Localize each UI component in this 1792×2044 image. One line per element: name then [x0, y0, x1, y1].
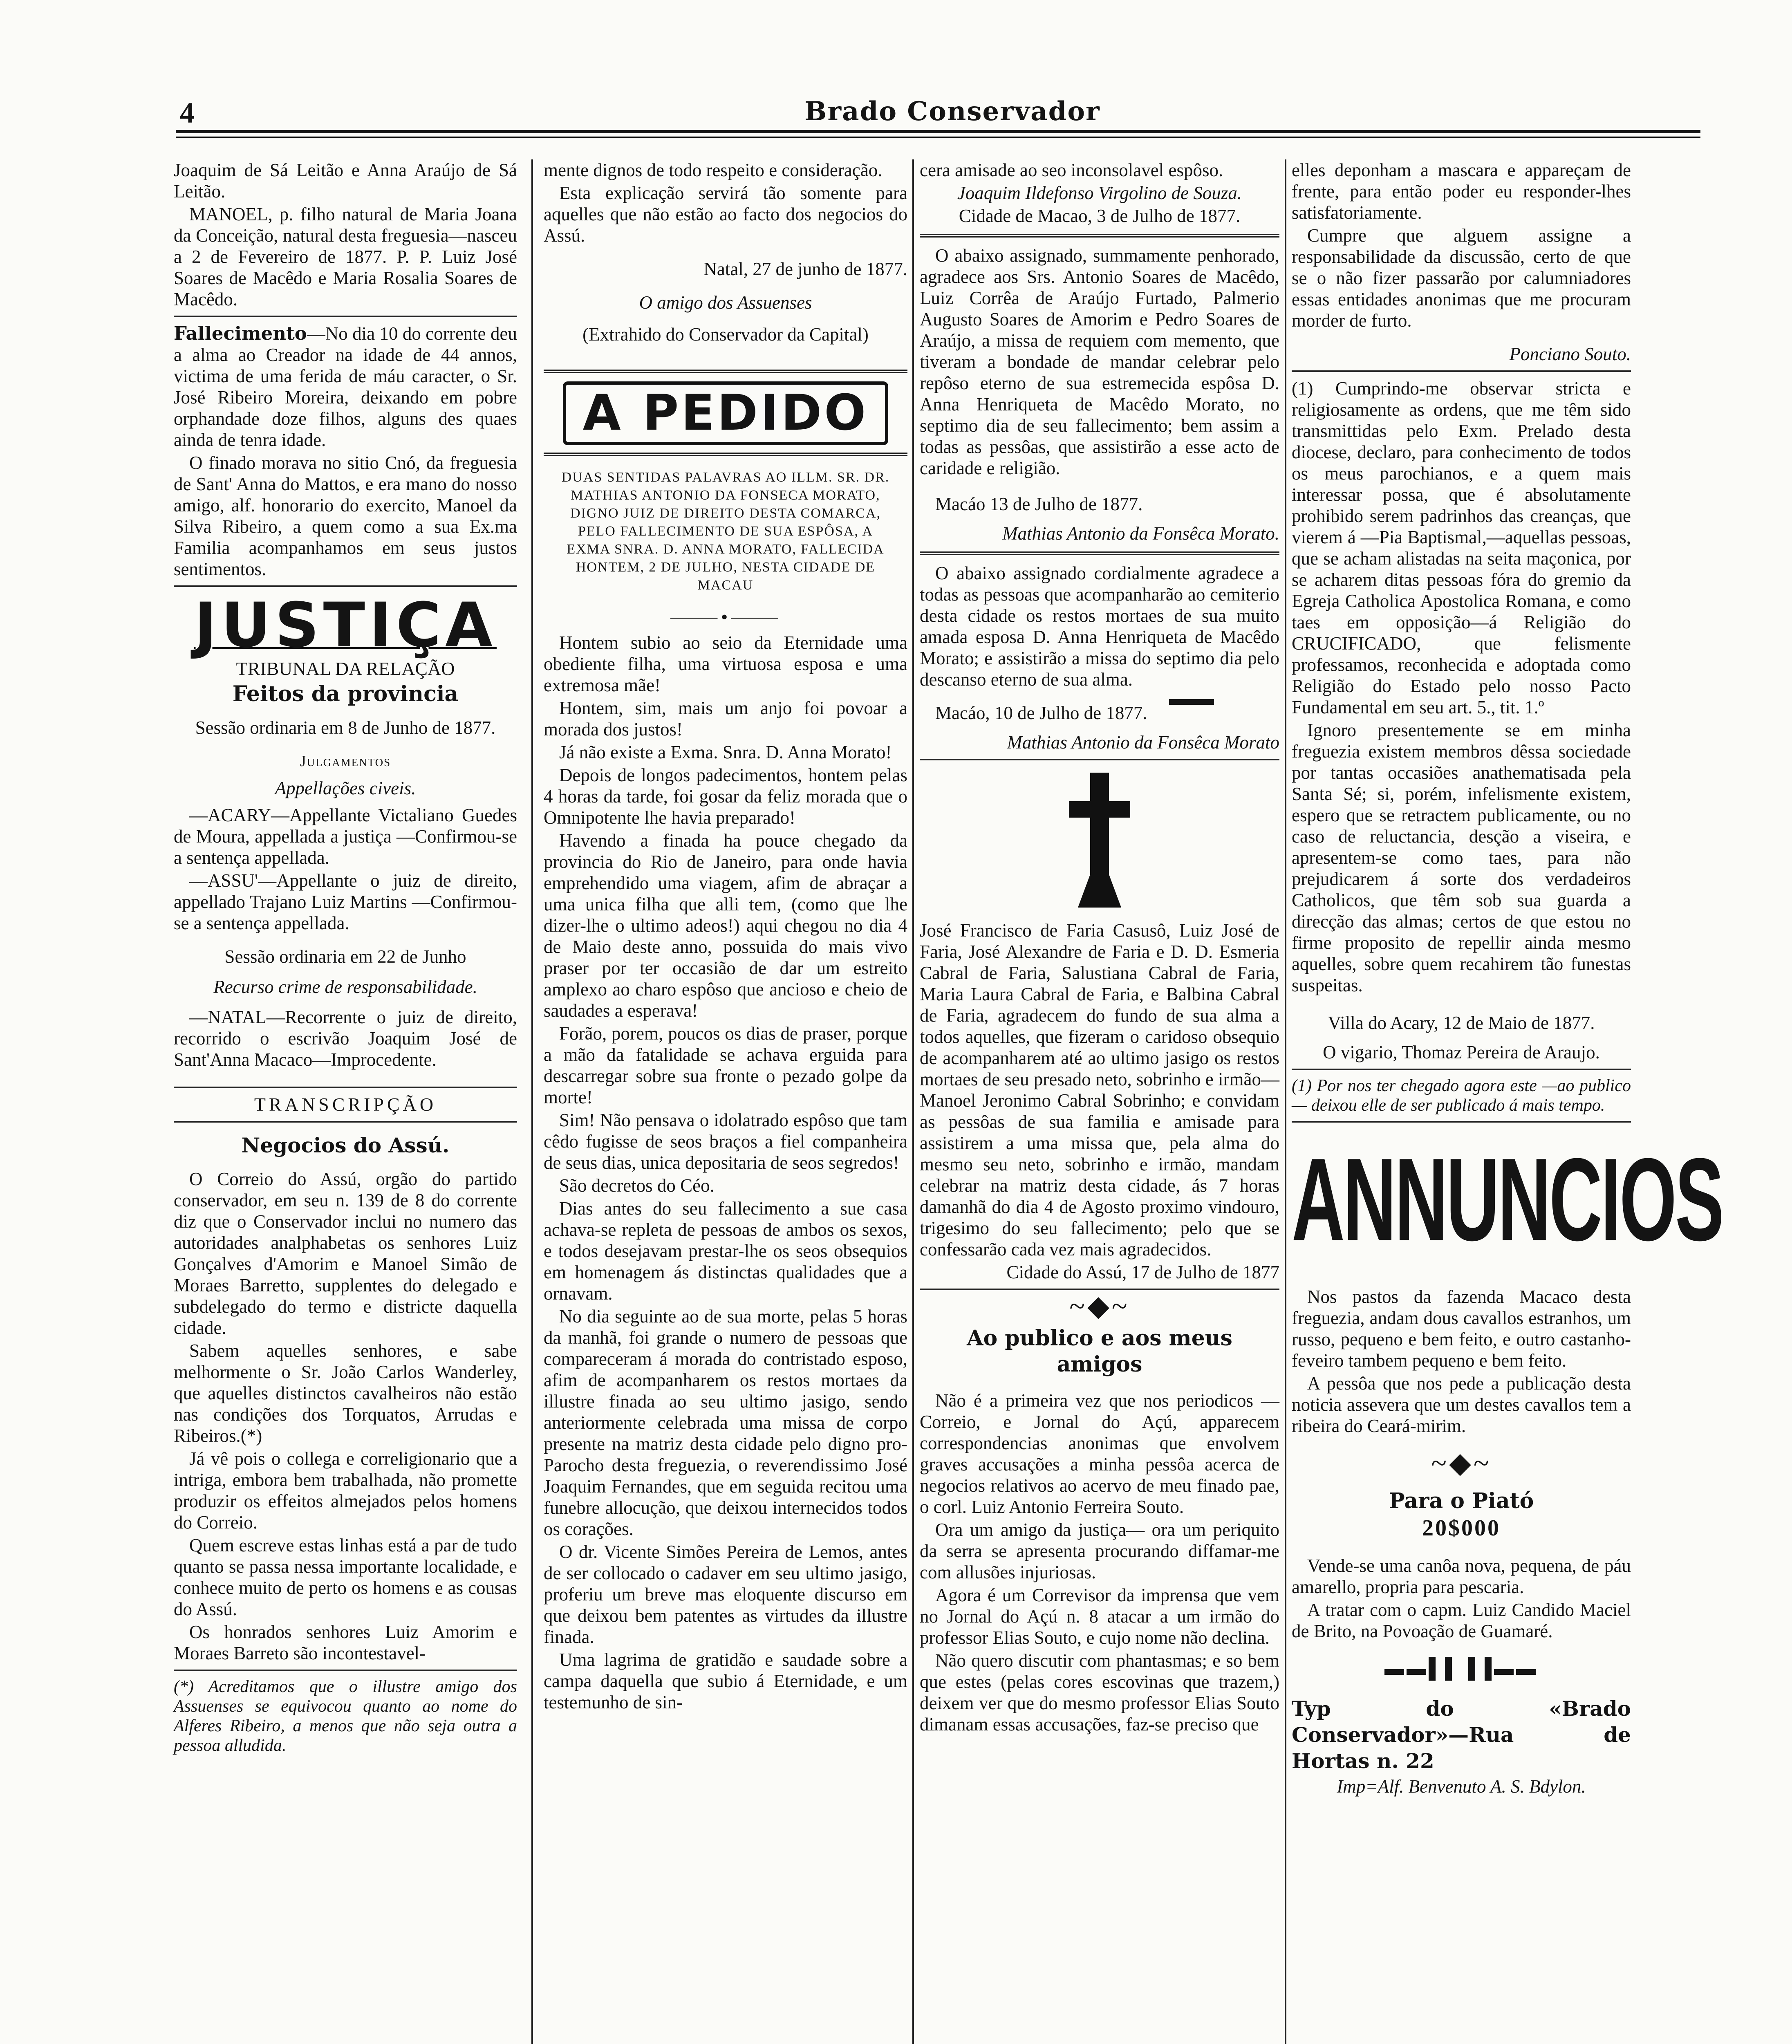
divider — [920, 759, 1279, 760]
paragraph — [174, 323, 517, 450]
paragraph: MANOEL, p. filho natural de Maria Joana da Conceição, natural desta freguesia—nasceu a 2 de Fevereiro de 1877. P. P. Luiz José Soares de Macêdo e Maria Rosalia Soares de Macêdo. — [174, 204, 517, 309]
dateline: Macáo 13 de Julho de 1877. — [935, 494, 1143, 514]
paragraph: Hontem subio ao seio da Eternidade uma obediente filha, uma virtuosa esposa e uma extremosa mãe! — [544, 632, 907, 695]
divider — [920, 234, 1279, 238]
caption: DUAS SENTIDAS PALAVRAS AO ILLM. SR. DR. MATHIAS ANTONIO DA FONSECA MORATO, DIGNO JUIZ DE DIREITO DESTA COMARCA, PELO FALLECIMENTO DE SUA ESPÔSA, A EXMA SNRA. D. ANNA MORATO, FALLECIDA HONTEM, 2 DE JULHO, NESTA CIDADE DE MACAU — [561, 470, 890, 593]
divider — [1292, 1069, 1631, 1070]
paragraph: José Francisco de Faria Casusô, Luiz José de Faria, José Alexandre de Faria e D. D. Esmeria Cabral de Faria, Salustiana Cabral de Faria, Maria Laura Cabral de Faria, e Balbina Cabral de Faria, agradecem do fundo de sua alma a todos aquelles, que fizeram o caridoso obsequio de acompanharem até ao ultimo jasigo os restos mortaes de seu presado neto, sobrinho e irmão—Manoel Jeronimo Cabral Sobrinho; e convidam as pessôas de sua familia e amisade para assistirem a uma missa que, pela alma do mesmo seu neto, sobrinho e irmão, mandam celebrar na matriz desta cidade, ás 7 horas damanhã do dia 4 de Agosto proximo vindouro, trigesimo do seu fallecimento; pelo que se confessarão cada vez mais agradecidos. — [920, 920, 1279, 1260]
paragraph: —NATAL—Recorrente o juiz de direito, recorrido o escrivão Joaquim José de Sant'Anna Macaco—Improcedente. — [174, 1007, 517, 1070]
paragraph: Os honrados senhores Luiz Amorim e Moraes Barreto são incontestavel- — [174, 1622, 517, 1663]
ornament: ▬▬▌▌▐▐▬▬ — [1384, 1658, 1539, 1679]
subheading: Appellações civeis. — [275, 778, 416, 798]
column-rule — [1285, 159, 1286, 2044]
annuncios-heading: ANNUNCIOS — [1292, 1134, 1723, 1266]
section-heading: TRANSCRIPÇÃO — [254, 1094, 437, 1115]
a-pedido-banner: A PEDIDO — [563, 381, 888, 445]
divider — [174, 1670, 517, 1671]
paragraph: cera amisade ao seo inconsolavel espôso. — [920, 160, 1223, 180]
justica-heading: JUSTIÇA — [194, 590, 497, 661]
dateline: Natal, 27 de junho de 1877. — [703, 259, 907, 279]
printer: Imp=Alf. Benvenuto A. S. Bdylon. — [1337, 1776, 1586, 1797]
paragraph: Sabem aquelles senhores, e sabe melhormente o Sr. João Carlos Wanderley, que aquelles distinctos cavalheiros não estão nas condições dos Torquatos, Arrudas e Ribeiros.(*) — [174, 1340, 517, 1446]
divider — [174, 316, 517, 317]
column-rule — [531, 159, 533, 2044]
paragraph: O finado morava no sitio Cnó, da freguesia de Sant' Anna do Mattos, e era mano do nosso amigo, alf. honorario do exercito, Manoel da Silva Ribeiro, a quem como a sua Ex.ma Familia acompanhamos em seus justos sentimentos. — [174, 453, 517, 579]
session-line: Sessão ordinaria em 22 de Junho — [224, 946, 466, 967]
paragraph: A tratar com o capm. Luiz Candido Maciel de Brito, na Povoação de Guamaré. — [1292, 1600, 1631, 1641]
page-number: 4 — [180, 96, 195, 129]
paragraph: mente dignos de todo respeito e consideração. — [544, 160, 883, 180]
paragraph: Joaquim de Sá Leitão e Anna Araújo de Sá Leitão. — [174, 160, 517, 202]
source-note: (Extrahido do Conservador da Capital) — [582, 324, 869, 345]
subheading: Julgamentos — [300, 753, 391, 770]
cross-icon — [1069, 773, 1130, 908]
paragraph: Ignoro presentemente se em minha freguezia existem membros dêssa sociedade por tantas occasiões anathematisada pela Santa Sé; si, porém, infelismente existem, espero que se retractem publicamente, ou no caso de reluctancia, desção a viseira, e apresentem-se como taes, para não prejudicarem á sorte dos verdadeiros Catholicos, que têm sob sua guarda a direcção das almas; certos de que estou no firme proposito de repellir ainda mesmo aquelles, sobre quem recahirem tão funestas suspeitas. — [1292, 720, 1631, 995]
imprint: Typ do «Brado Conservador»—Rua de Hortas n. 22 — [1292, 1697, 1631, 1773]
divider — [544, 453, 907, 456]
ink-blot — [1169, 699, 1214, 705]
paragraph: Ora um amigo da justiça— ora um periquito da serra se apresenta procurando diffamar-me com allusões injuriosas. — [920, 1520, 1279, 1582]
masthead-rule — [176, 130, 1700, 133]
ornament: ~◆~ — [1431, 1448, 1492, 1479]
dateline: Macáo, 10 de Julho de 1877. — [935, 703, 1147, 723]
paragraph-text: —No dia 10 do corrente deu a alma ao Creador na idade de 44 annos, victima de uma ferida de máu caracter, o Sr. José Ribeiro Moreira, deixando em pobre orphandade doze filhos, alguns des quaes ainda de tenra idade. — [174, 323, 517, 450]
session-line: Sessão ordinaria em 8 de Junho de 1877. — [195, 717, 496, 738]
paragraph: O dr. Vicente Simões Pereira de Lemos, antes de ser collocado o cadaver em seu ultimo jasigo, proferiu um breve mas eloquente discurso em que deixou bem patentes as virtudes da illustre finada. — [544, 1542, 907, 1647]
paragraph: São decretos do Céo. — [559, 1175, 715, 1196]
newspaper-title: Brado Conservador — [804, 96, 1100, 127]
signature: O vigario, Thomaz Pereira de Araujo. — [1323, 1042, 1600, 1062]
paragraph: Sim! Não pensava o idolatrado espôso que tam cêdo fugisse de seos braços a fiel companheira de seus dias, unica depositaria de seos segredos! — [544, 1110, 907, 1173]
dateline: Cidade de Macao, 3 de Julho de 1877. — [959, 206, 1241, 226]
dateline: Villa do Acary, 12 de Maio de 1877. — [1328, 1013, 1595, 1033]
paragraph: Já vê pois o collega e correligionario que a intriga, embora bem trabalhada, não promette produzir os effeitos almejados pelos homens do Correio. — [174, 1448, 517, 1533]
paragraph: O abaixo assignado cordialmente agradece a todas as pessoas que acompanharão ao cemiterio desta cidade os restos mortaes de sua muito amada esposa D. Anna Henriqueta de Macêdo Morato; e assistirão a missa do septimo dia pelo descanso eterno de sua alma. — [920, 563, 1279, 690]
price: 20$000 — [1422, 1515, 1501, 1541]
signature: Mathias Antonio da Fonsêca Morato. — [1002, 523, 1279, 544]
paragraph: A pessôa que nos pede a publicação desta noticia assevera que um destes cavallos tem a ribeira do Ceará-mirim. — [1292, 1373, 1631, 1436]
divider — [174, 1087, 517, 1088]
dateline: Cidade do Assú, 17 de Julho de 1877 — [1006, 1262, 1279, 1282]
paragraph: —ACARY—Appellante Victaliano Guedes de Moura, appellada a justiça —Confirmou-se a sentença appellada. — [174, 805, 517, 868]
masthead-rule-thin — [176, 137, 1700, 138]
paragraph: No dia seguinte ao de sua morte, pelas 5 horas da manhã, foi grande o numero de pessoas que compareceram á morada do contristado esposo, afim de acompanharem os restos mortaes da illustre finada ao seu ultimo jasigo, sendo anteriormente celebrada uma missa de corpo presente na matriz desta cidade pelo digno pro-Parocho desta freguezia, o reverendissimo José Joaquim Fernandes, que em seguida recitou uma funebre allocução, que deixou internecidos todos os corações. — [544, 1306, 907, 1539]
ornament: ⸻•⸻ — [669, 606, 782, 628]
paragraph: —ASSU'—Appellante o juiz de direito, appellado Trajano Luiz Martins —Confirmou-se a sentença appellada. — [174, 870, 517, 933]
section-heading: Fallecimento — [174, 323, 307, 344]
paragraph: elles deponham a mascara e appareçam de frente, para então poder eu responder-lhes satisfatoriamente. — [1292, 160, 1631, 223]
divider — [1292, 370, 1631, 372]
divider — [1292, 1121, 1631, 1123]
paragraph: Agora é um Correvisor da imprensa que vem no Jornal do Açú n. 8 atacar a um irmão do professor Elias Souto, e cujo nome não declina. — [920, 1585, 1279, 1648]
paragraph: Quem escreve estas linhas está a par de tudo quanto se passa nessa importante localidade, e conhece muito de perto os homens e as cousas do Assú. — [174, 1535, 517, 1619]
paragraph: Não é a primeira vez que nos periodicos —Correio, e Jornal do Açú, apparecem correspondencias anonimas que envolvem graves accusações a minha pessôa acerca de negocios relativos ao acervo de meu finado pae, o corl. Luiz Antonio Ferreira Souto. — [920, 1390, 1279, 1517]
column-rule — [912, 159, 914, 2044]
signature: Mathias Antonio da Fonsêca Morato — [1007, 732, 1279, 753]
divider — [544, 370, 907, 373]
article-title: Para o Piató — [1389, 1488, 1534, 1513]
divider — [174, 585, 517, 587]
paragraph: Dias antes do seu fallecimento a sue casa achava-se repleta de pessoas de ambos os sexos, e todos desejavam prestar-lhe os seos obsequios em homenagem ás distinctas qualidades que a ornavam. — [544, 1198, 907, 1304]
column-4 — [1292, 159, 1723, 1799]
paragraph: Forão, porem, poucos os dias de praser, porque a mão da fatalidade se achava erguida para descarregar sobre sua fronte o pezado golpe da morte! — [544, 1023, 907, 1107]
subheading: Recurso crime de responsabilidade. — [213, 977, 477, 997]
article-title: Ao publico e aos meus amigos — [967, 1326, 1232, 1377]
subheading: Feitos da provincia — [232, 681, 459, 706]
paragraph: Havendo a finada ha pouce chegado da provincia do Rio de Janeiro, para onde havia emprehendido uma viagem, afim de abraçar a uma unica filha que alli tem, (como que lhe dizer-lhe o ultimo adeos!) aqui chegou no dia 4 de Maio deste anno, possuida do mais vivo praser por ter occasião de dar um estreito amplexo ao charo espôso que ancioso e cheio de saudades a esperava! — [544, 830, 907, 1021]
paragraph: Já não existe a Exma. Snra. D. Anna Morato! — [559, 742, 892, 762]
divider — [174, 1121, 517, 1123]
signature: Joaquim Ildefonso Virgolino de Souza. — [957, 183, 1242, 203]
signature: O amigo dos Assuenses — [639, 292, 812, 313]
paragraph: Uma lagrima de gratidão e saudade sobre a campa daquella que subio á Eternidade, e um testemunho de sin- — [544, 1650, 907, 1712]
paragraph: Depois de longos padecimentos, hontem pelas 4 horas da tarde, foi gosar da feliz morada que o Omnipotente lhe havia preparado! — [544, 765, 907, 828]
column-3 — [920, 159, 1279, 1737]
paragraph: O Correio do Assú, orgão do partido conservador, em seu n. 139 de 8 do corrente diz que o Conservador inclui no numero das autoridades analphabetas os senhores Luiz Gonçalves d'Amorim e Manoel Simão de Moraes Barretto, supplentes do delegado e subdelegado do termo e districte daquella cidade. — [174, 1169, 517, 1338]
column-2 — [544, 159, 907, 1715]
paragraph: O abaixo assignado, summamente penhorado, agradece aos Srs. Antonio Soares de Macêdo, Luiz Corrêa de Araújo Furtado, Palmerio Augusto Soares de Amorim e Pedro Soares de Araújo, a missa de requiem com memento, que tiveram a bondade de mandar celebrar pelo repôso eterno de sua estremecida espôsa D. Anna Henriqueta de Macêdo Morato, no septimo dia de seu fallecimento; bem assim a todas as pessôas, que assistirão a esse acto de caridade e religião. — [920, 245, 1279, 478]
paragraph: (1) Cumprindo-me observar stricta e religiosamente as ordens, que me têm sido transmittidas pelo Exm. Prelado desta diocese, declaro, para conhecimento de todos os meus parochianos, e a quem mais interessar possa, que é absolutamente prohibido serem padrinhos das creanças, que vierem á —Pia Baptismal,—aquellas pessoas, que se acham alistadas na seita maçonica, por se acharem ditas pessoas fóra do gremio da Egreja Catholica Apostolica Romana, e como taes em opposição—á Religião do CRUCIFICADO, que felismente professamos, reconhecida e adoptada como Religião do Estado pelo nosso Pacto Fundamental em seu art. 5., tit. 1.º — [1292, 378, 1631, 717]
note: (1) Por nos ter chegado agora este —ao publico— deixou elle de ser publicado á mais tempo. — [1292, 1076, 1631, 1115]
subheading: TRIBUNAL DA RELAÇÃO — [236, 658, 455, 679]
paragraph: Não quero discutir com phantasmas; e so bem que estes (pelas cores escovinas que trazem,) deixem ver que do mesmo professor Elias Souto dimanam essas accusações, faz-se preciso que — [920, 1650, 1279, 1735]
paragraph: Hontem, sim, mais um anjo foi povoar a morada dos justos! — [544, 698, 907, 740]
ornament: ~◆~ — [1069, 1291, 1130, 1322]
footnote: (*) Acreditamos que o illustre amigo dos Assuenses se equivocou quanto ao nome do Alferes Ribeiro, a menos que não seja outra a pessoa alludida. — [174, 1677, 517, 1755]
paragraph: Nos pastos da fazenda Macaco desta freguezia, andam dous cavallos estranhos, um russo, pequeno e bem feito, e outro castanho-feveiro tambem pequeno e bem feito. — [1292, 1286, 1631, 1371]
paragraph: Cumpre que alguem assigne a responsabilidade da discussão, certo de que se o não fizer passarão por calumniadores essas entidades anonimas que me procuram morder de furto. — [1292, 225, 1631, 331]
divider — [920, 1289, 1279, 1290]
divider — [920, 551, 1279, 555]
paragraph: Esta explicação servirá tão somente para aquelles que não estão ao facto dos negocios do Assú. — [544, 183, 907, 246]
signature: Ponciano Souto. — [1509, 344, 1631, 364]
masthead — [180, 96, 1713, 129]
article-title: Negocios do Assú. — [241, 1133, 450, 1157]
column-1 — [174, 159, 517, 1757]
paragraph: Vende-se uma canôa nova, pequena, de páu amarello, propria para pescaria. — [1292, 1555, 1631, 1597]
